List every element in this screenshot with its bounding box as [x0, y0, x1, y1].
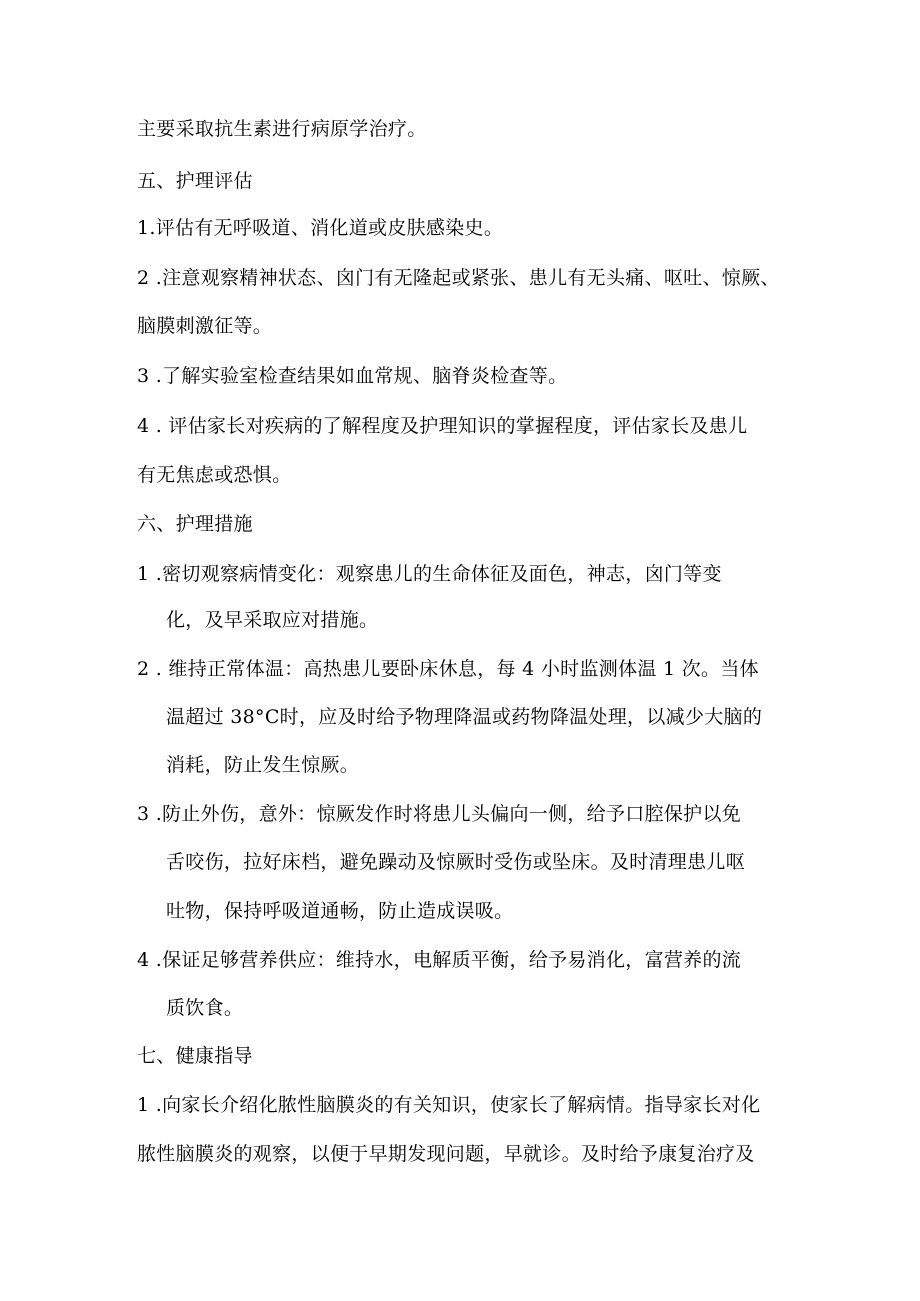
list-item-continuation: 有无焦虑或恐惧。 — [137, 464, 292, 486]
section-heading: 五、护理评估 — [137, 170, 253, 192]
section-heading: 七、健康指导 — [137, 1045, 253, 1067]
list-item: 4 .保证足够营养供应：维持水，电解质平衡，给予易消化，富营养的流 — [137, 949, 742, 971]
list-item-continuation: 脓性脑膜炎的观察，以便于早期发现问题，早就诊。及时给予康复治疗及 — [137, 1143, 755, 1165]
list-item: 2 . 维持正常体温：高热患儿要卧床休息，每 4 小时监测体温 1 次。当体 — [137, 658, 759, 680]
list-item-continuation: 温超过 38°C时，应及时给予物理降温或药物降温处理，以减少大脑的 — [166, 706, 763, 728]
list-item-continuation: 舌咬伤，拉好床档，避免躁动及惊厥时受伤或坠床。及时清理患儿呕 — [166, 851, 746, 873]
list-item-continuation: 化，及早采取应对措施。 — [166, 609, 379, 631]
body-text: 主要采取抗生素进行病原学治疗。 — [137, 118, 427, 140]
list-item: 3 .了解实验室检查结果如血常规、脑脊炎检查等。 — [137, 365, 568, 387]
list-item-continuation: 吐物，保持呼吸道通畅，防止造成误吸。 — [166, 900, 514, 922]
list-item: 1 .向家长介绍化脓性脑膜炎的有关知识，使家长了解病情。指导家长对化 — [137, 1094, 761, 1116]
list-item-continuation: 消耗，防止发生惊厥。 — [166, 754, 360, 776]
list-item: 1 .密切观察病情变化：观察患儿的生命体征及面色，神志，囟门等变 — [137, 563, 722, 585]
list-item-continuation: 脑膜刺激征等。 — [137, 315, 273, 337]
section-heading: 六、护理措施 — [137, 513, 253, 535]
list-item: 2 .注意观察精神状态、囟门有无隆起或紧张、患儿有无头痛、呕吐、惊厥、 — [137, 267, 780, 289]
list-item: 3 .防止外伤，意外：惊厥发作时将患儿头偏向一侧，给予口腔保护以免 — [137, 803, 742, 825]
list-item-continuation: 质饮食。 — [166, 997, 244, 1019]
list-item: 1.评估有无呼吸道、消化道或皮肤感染史。 — [137, 217, 504, 239]
list-item: 4 . 评估家长对疾病的了解程度及护理知识的掌握程度，评估家长及患儿 — [137, 415, 748, 437]
